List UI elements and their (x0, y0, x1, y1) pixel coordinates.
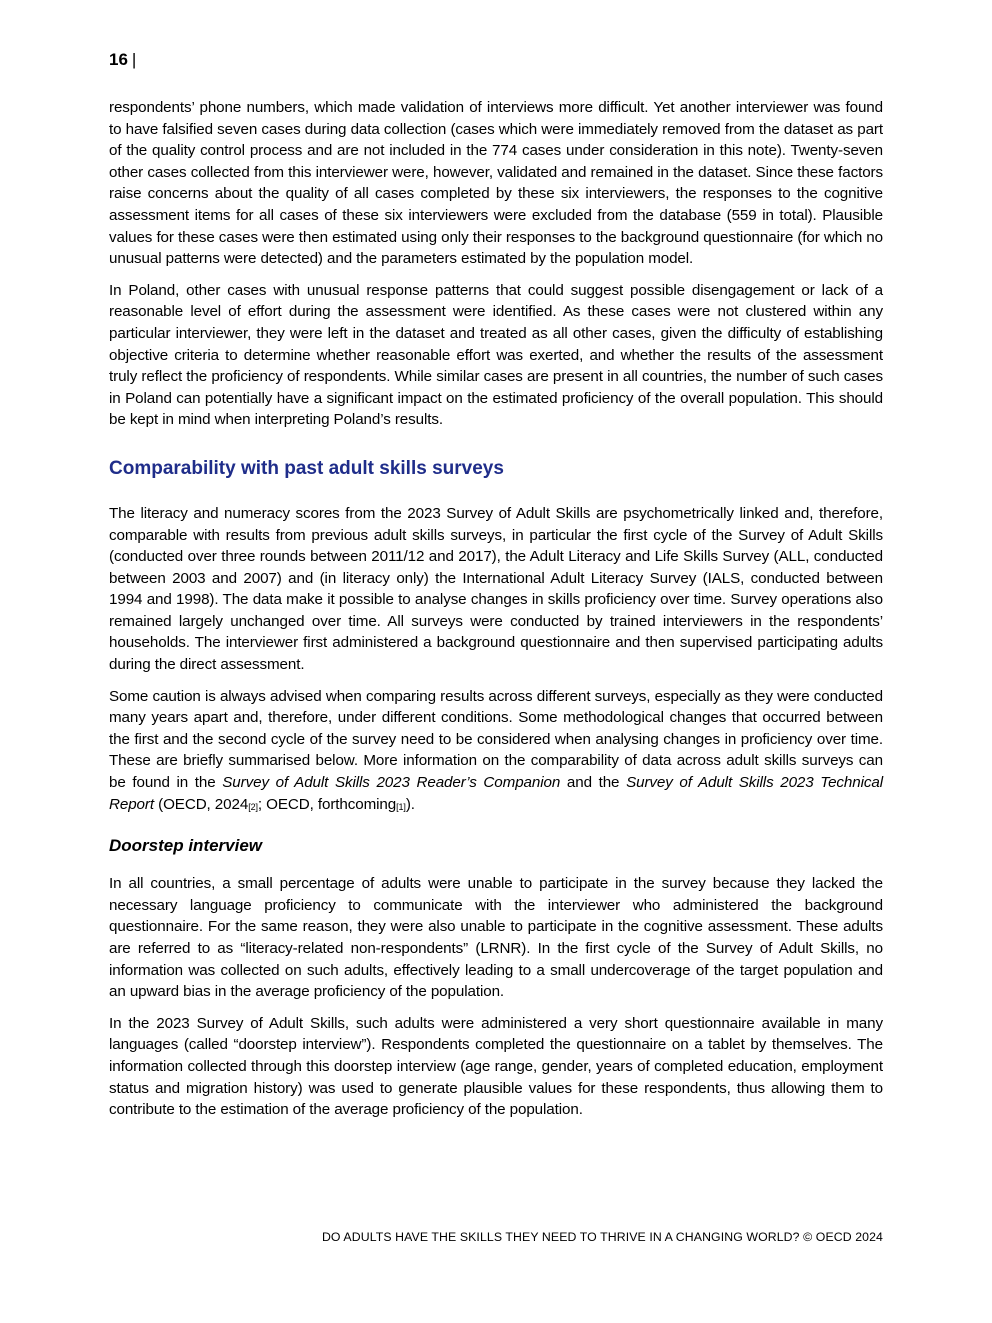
page-number (109, 50, 136, 70)
paragraph-psychometric-link: The literacy and numeracy scores from the 2023 Survey of Adult Skills are psychometrically linked and, therefore, comparable with results from previous adult skills surveys, in particular the first cycle of the Survey of Adult Skills (conducted over three rounds between 2011/12 and 2017), the Adult Literacy and Life Skills Survey (ALL, conducted between 2003 and 2007) and (in literacy only) the International Adult Literacy Survey (IALS, conducted between 1994 and 1998). The data make it possible to analyse changes in skills proficiency over time. Survey operations also remained largely unchanged over time. All surveys were conducted by trained interviewers in the respondents’ households. The interviewer first administered a background questionnaire and then supervised participating adults during the direct assessment. (109, 504, 883, 674)
readers-companion-title: Survey of Adult Skills 2023 Reader’s Companion (222, 774, 561, 792)
caution-text-5: ). (405, 795, 415, 813)
paragraph-lrnr: In all countries, a small percentage of adults were unable to participate in the survey because they lacked the necessary language proficiency to communicate with the interviewer who administered the background questionnaire. For the same reason, they were also unable to participate in the cognitive assessment. These adults are referred to as “literacy-related non-respondents” (LRNR). In the first cycle of the Survey of Adult Skills, no information was collected on such adults, effectively leading to a small undercoverage of the target population and an upward bias in the average proficiency of the population. (109, 875, 883, 1001)
page-footer: DO ADULTS HAVE THE SKILLS THEY NEED TO THRIVE IN A CHANGING WORLD? © OECD 2024 (321, 1230, 883, 1244)
caution-text-3: (OECD, 2024 (154, 795, 249, 813)
caution-text-4: ; OECD, forthcoming (257, 795, 397, 813)
section-heading-comparability: Comparability with past adult skills surveys (109, 457, 504, 479)
caution-text-2: and the (560, 774, 627, 792)
reference-link-2[interactable]: [2] (248, 801, 258, 812)
paragraph-doorstep-interview: In the 2023 Survey of Adult Skills, such adults were administered a very short questionnaire available in many languages (called “doorstep interview”). Respondents completed the questionnaire on a tablet by themselves. The information collected through this doorstep interview (age range, gender, years of completed education, employment status and migration history) was used to generate plausible values for these respondents, thus allowing them to contribute to the estimation of the average proficiency of the population. (109, 1014, 883, 1119)
subsection-heading-doorstep: Doorstep interview (109, 836, 263, 856)
paragraph-poland-cases: In Poland, other cases with unusual response patterns that could suggest possible disengagement or lack of a reasonable level of effort during the assessment were identified. As these cases were not clustered within any particular interviewer, they were left in the dataset and treated as all other cases, given the difficulty of establishing objective criteria to determine whether reasonable effort was exerted, and whether the results of the assessment truly reflect the proficiency of respondents. While similar cases are present in all countries, the number of such cases in Poland can potentially have a significant impact on the estimated proficiency of the overall population. This should be kept in mind when interpreting Poland’s results. (109, 281, 883, 429)
technical-report-title: Survey of Adult Skills 2023 Technical Report (109, 774, 883, 813)
page-number-separator: | (131, 50, 137, 69)
paragraph-caution (109, 686, 883, 816)
page-content (109, 97, 883, 1131)
paragraph-interviewer-validation: respondents’ phone numbers, which made validation of interviews more difficult. Yet another interviewer was found to have falsified seven cases during data collection (cases which were immediately removed from the dataset as part of the quality control process and are not included in the 774 cases under consideration in this note). Twenty-seven other cases collected from this interviewer were, however, validated and remained in the dataset. Since these factors raise concerns about the quality of all cases completed by these six interviewers, the responses to the cognitive assessment items for all cases of these six interviewers were excluded from the database (559 in total). Plausible values for these cases were then estimated using only their responses to the background questionnaire (for which no unusual patterns were detected) and the parameters estimated by the population model. (109, 99, 883, 268)
caution-text-1: Some caution is always advised when comparing results across different surveys, especially as they were conducted many years apart and, therefore, under different conditions. Some methodological changes that occurred between the first and the second cycle of the survey need to be considered when analysing changes in proficiency over time. These are briefly summarised below. More information on the comparability of data across adult skills surveys can be found in the (109, 687, 883, 792)
page-number-value: 16 (109, 50, 128, 69)
reference-link-1[interactable]: [1] (396, 801, 406, 812)
